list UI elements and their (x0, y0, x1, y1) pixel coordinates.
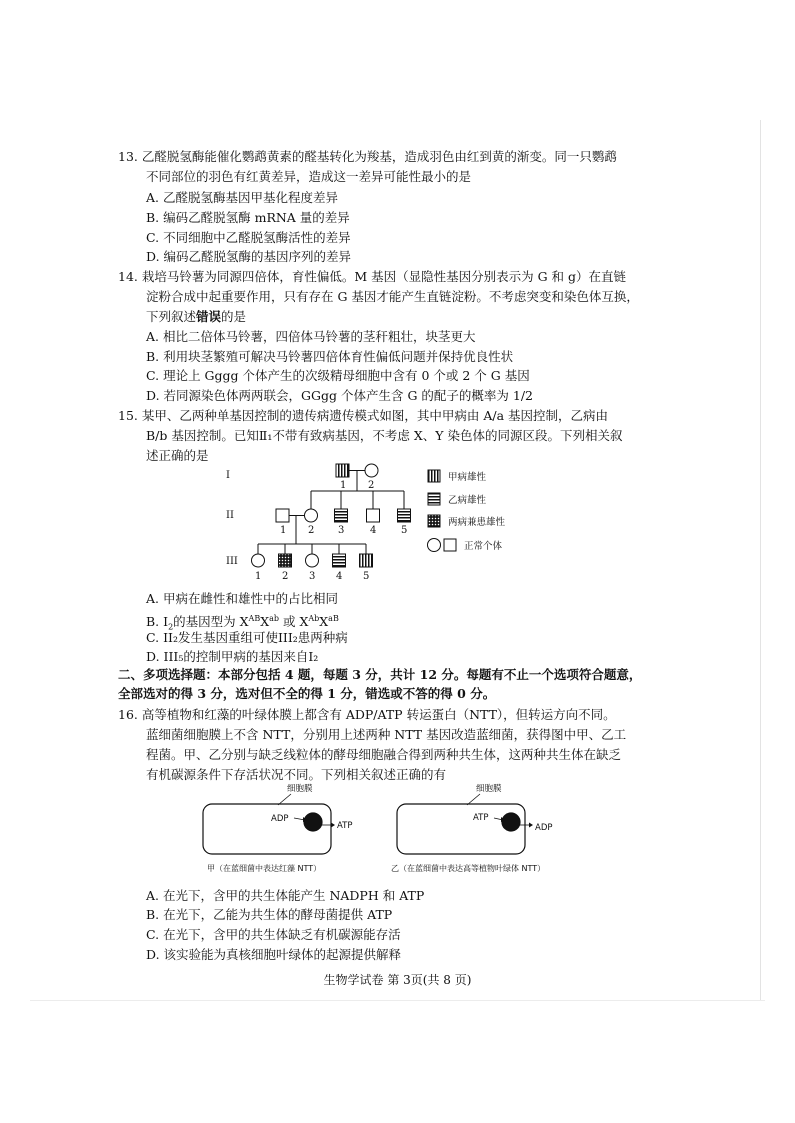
ntt-diagram (195, 780, 595, 880)
q15-option-b: B. $I_2$的基因型为 $X^{AB}X^{ab}$ 或 $X^{Ab}X^{aB}$ (146, 614, 339, 632)
pedigree-II3-affected-male (335, 509, 348, 522)
q15-option-c: C. II₂发生基因重组可使III₂患两种病 (146, 630, 348, 645)
q15-stem-line1: 15. 某甲、乙两种单基因控制的遗传病遗传模式如图，其中甲病由 A/a 基因控制，乙病由 (118, 408, 608, 423)
q13-option-a: A. 乙醛脱氢酶基因甲基化程度差异 (146, 190, 338, 205)
pedigree-II2-female (305, 509, 318, 522)
q16-option-d: D. 该实验能为真核细胞叶绿体的起源提供解释 (146, 947, 402, 962)
legend-yi-swatch (428, 493, 440, 505)
section2-header-line2: 全部选对的得 3 分，选对但不全的得 1 分，错选或不答的得 0 分。 (118, 686, 496, 701)
pedigree-III5-affected-male (360, 554, 373, 567)
q13-option-b: B. 编码乙醛脱氢酶 mRNA 量的差异 (146, 210, 350, 225)
q14-stem-bold: 错误 (196, 309, 222, 324)
gen-label-1: I (226, 470, 230, 481)
svg-text:III: III (226, 556, 238, 567)
pedigree-II5-affected-male (398, 509, 411, 522)
pedigree-diagram (218, 460, 538, 590)
svg-text:4: 4 (370, 525, 377, 536)
cell1-adp-label: ADP (271, 814, 289, 824)
legend-both-swatch (428, 515, 440, 527)
svg-text:5: 5 (363, 571, 370, 582)
q14-stem-line1: 14. 栽培马铃薯为同源四倍体，育性偏低。M 基因（显隐性基因分别表示为 G 和 g）在直链 (118, 269, 627, 284)
pedigree-III2-both-affected-male (279, 554, 292, 567)
legend-normal: 正常个体 (464, 541, 503, 552)
q15-stem-line2: B/b 基因控制。已知Ⅱ₁不带有致病基因，不考虑 X、Y 染色体的同源区段。下列相关叙 (146, 428, 623, 443)
q16-stem-line2: 蓝细菌细胞膜上不含 NTT，分别用上述两种 NTT 基因改造蓝细菌，获得图中甲、乙工 (146, 727, 627, 742)
q14-stem-pre: 下列叙述 (146, 309, 197, 324)
pedigree-III1-female (252, 554, 265, 567)
legend-normal-female (428, 539, 441, 552)
cell2-membrane-label: 细胞膜 (476, 784, 502, 794)
pedigree-I2-female (365, 464, 378, 477)
legend-normal-male (444, 539, 456, 551)
svg-text:3: 3 (338, 525, 345, 536)
cell1-ntt-transporter (304, 813, 322, 831)
q14-stem-line2: 淀粉合成中起重要作用，只有存在 G 基因才能产生直链淀粉。不考虑突变和染色体互换， (146, 289, 639, 304)
q13-option-c: C. 不同细胞中乙醛脱氢酶活性的差异 (146, 230, 351, 245)
cell2-caption: 乙（在蓝细菌中表达高等植物叶绿体 NTT） (391, 864, 546, 873)
cell2-ntt-transporter (502, 813, 520, 831)
svg-text:4: 4 (336, 571, 343, 582)
legend-yi: 乙病雄性 (448, 495, 487, 506)
cell2-atp-label: ATP (473, 813, 489, 823)
q16-stem-line4: 有机碳源条件下存活状况不同。下列相关叙述正确的有 (146, 767, 447, 782)
q14-stem-line3 (146, 308, 246, 326)
q13-option-d: D. 编码乙醛脱氢酶的基因序列的差异 (146, 249, 352, 264)
q16-stem-line3: 程菌。甲、乙分别与缺乏线粒体的酵母细胞融合得到两种共生体，这两种共生体在缺乏 (146, 747, 622, 762)
q13-stem-line1: 13. 乙醛脱氢酶能催化鹦鹉黄素的醛基转化为羧基，造成羽色由红到黄的渐变。同一只鹦鹉 (118, 149, 617, 164)
q14-option-b: B. 利用块茎繁殖可解决马铃薯四倍体育性偏低问题并保持优良性状 (146, 349, 514, 364)
svg-text:5: 5 (401, 525, 408, 536)
cell1-caption: 甲（在蓝细菌中表达红藻 NTT） (207, 864, 322, 873)
q16-stem-line1: 16. 高等植物和红藻的叶绿体膜上都含有 ADP/ATP 转运蛋白（NTT），但转运方向不同。 (118, 707, 616, 722)
q15-option-a: A. 甲病在雌性和雄性中的占比相同 (146, 591, 338, 606)
q14-stem-post: 的是 (221, 309, 247, 324)
svg-text:II: II (226, 510, 234, 521)
svg-text:1: 1 (280, 525, 287, 536)
legend-jia: 甲病雄性 (448, 472, 487, 483)
pedigree-III4-affected-male (333, 554, 346, 567)
q16-option-a: A. 在光下，含甲的共生体能产生 NADPH 和 ATP (146, 888, 425, 903)
svg-text:1: 1 (340, 480, 347, 491)
svg-text:3: 3 (309, 571, 316, 582)
cell1-membrane-label: 细胞膜 (287, 784, 313, 794)
pedigree-I1-affected-male (336, 464, 349, 477)
q16-option-c: C. 在光下，含甲的共生体缺乏有机碳源能存活 (146, 927, 401, 942)
svg-text:2: 2 (368, 480, 375, 491)
q16-option-b: B. 在光下，乙能为共生体的酵母菌提供 ATP (146, 907, 393, 922)
svg-text:1: 1 (255, 571, 262, 582)
svg-text:2: 2 (308, 525, 315, 536)
q14-option-a: A. 相比二倍体马铃薯，四倍体马铃薯的茎秆粗壮，块茎更大 (146, 329, 476, 344)
pedigree-II1-male (276, 509, 289, 522)
section2-header-line1: 二、多项选择题：本部分包括 4 题，每题 3 分，共计 12 分。每题有不止一个选项符合题意， (118, 667, 642, 682)
q13-stem-line2: 不同部位的羽色有红黄差异，造成这一差异可能性最小的是 (146, 169, 472, 184)
q15-option-d: D. III₅的控制甲病的基因来自I₂ (146, 649, 319, 664)
legend-both: 两病兼患雄性 (448, 517, 506, 528)
pedigree-III3-female (306, 554, 319, 567)
q15-stem-line3: 述正确的是 (146, 448, 209, 463)
page-footer: 生物学试卷 第 3页(共 8 页) (323, 973, 472, 987)
q14-option-c: C. 理论上 Gggg 个体产生的次级精母细胞中含有 0 个或 2 个 G 基因 (146, 368, 530, 383)
pedigree-II4-male (367, 509, 380, 522)
cell1-atp-label: ATP (337, 821, 353, 831)
svg-text:2: 2 (282, 571, 289, 582)
cell2-adp-label: ADP (535, 823, 553, 833)
legend-jia-swatch (428, 470, 440, 482)
q14-option-d: D. 若同源染色体两两联会，GGgg 个体产生含 G 的配子的概率为 1/2 (146, 388, 533, 403)
